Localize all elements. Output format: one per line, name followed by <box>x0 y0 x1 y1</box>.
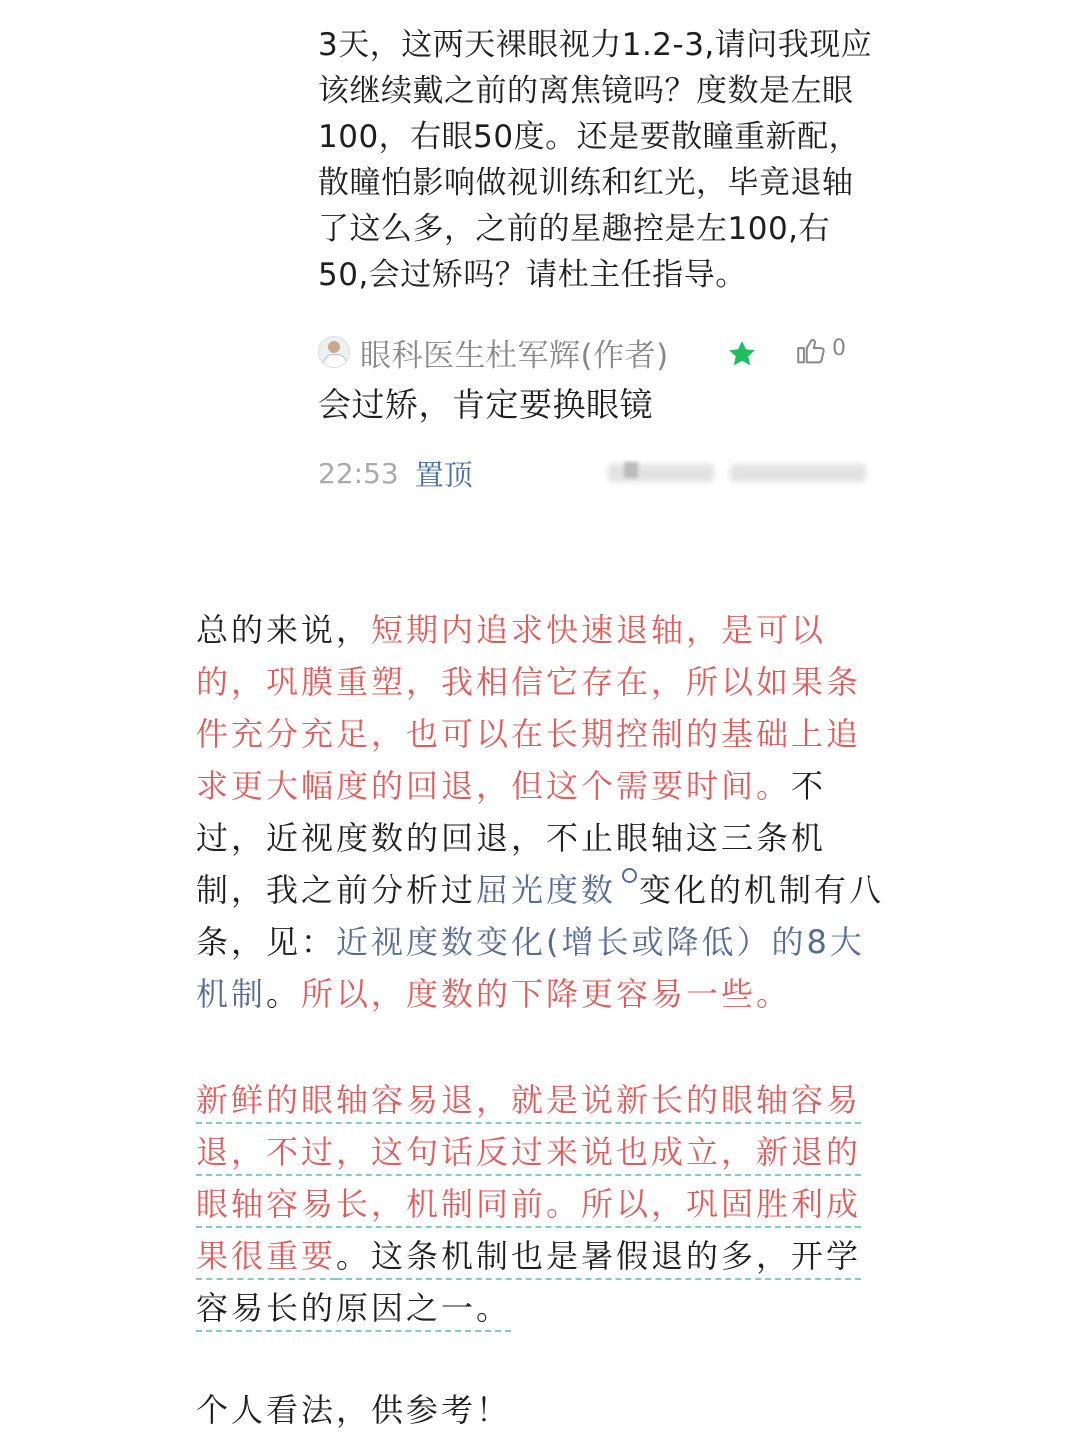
article-paragraph-2 <box>196 1074 886 1334</box>
redacted-mark <box>624 462 638 478</box>
highlight-text: 短期内追求快速退轴，是可以的，巩膜重塑，我相信它存在，所以如果条件充分充足，也可以在长期控制的基础上追求更大幅度的回退，但这个需要时间。 <box>196 611 862 805</box>
star-icon <box>726 338 758 370</box>
keyword-link[interactable]: 屈光度数 <box>476 871 617 909</box>
like-count: 0 <box>832 336 846 361</box>
thumbs-up-icon[interactable] <box>794 334 828 368</box>
text-span: 变化的机制有八条，见： <box>196 871 885 961</box>
text-span: 。 <box>266 975 302 1013</box>
comment-question: 3天，这两天裸眼视力1.2-3,请问我现应该继续戴之前的离焦镜吗？度数是左眼100，右眼50度。还是要散瞳重新配，散瞳怕影响做视训练和红光，毕竟退轴了这么多，之前的星趣控是左100,右50,会过矫吗？请杜主任指导。 <box>318 27 873 293</box>
reply-timestamp: 22:53 <box>318 456 399 490</box>
highlight-text: 所以，度数的下降更容易一些。 <box>301 975 792 1013</box>
avatar-coat <box>323 354 347 368</box>
underlined-text: 。这条机制也是暑假退的多，开学容易长的原因之一。 <box>196 1237 861 1332</box>
pin-button[interactable]: 置顶 <box>414 457 473 492</box>
text-span: 不过，近视度数的回退，不止眼轴这三条机制，我之前分析过 <box>196 767 827 909</box>
article-paragraph-1 <box>196 604 886 1020</box>
article-link[interactable]: 近视度数变化(增长或降低）的8大机制 <box>196 923 865 1013</box>
text-span: 总的来说， <box>196 611 372 649</box>
article-paragraph-3: 个人看法，供参考！ <box>196 1391 512 1429</box>
reply-meta <box>318 324 878 380</box>
avatar[interactable] <box>318 336 350 368</box>
reply-text: 会过矫，肯定要换眼镜 <box>318 385 653 424</box>
author-name[interactable]: 眼科医生杜军辉(作者) <box>360 337 669 374</box>
avatar-head <box>328 341 340 353</box>
reply-footer <box>318 448 878 498</box>
comment-card <box>318 22 878 498</box>
search-icon[interactable] <box>622 868 637 883</box>
highlight-underlined-text: 新鲜的眼轴容易退，就是说新长的眼轴容易退，不过，这句话反过来说也成立，新退的眼轴容易长，机制同前。所以，巩固胜利成果很重要 <box>196 1081 861 1280</box>
redacted-block <box>730 464 866 482</box>
